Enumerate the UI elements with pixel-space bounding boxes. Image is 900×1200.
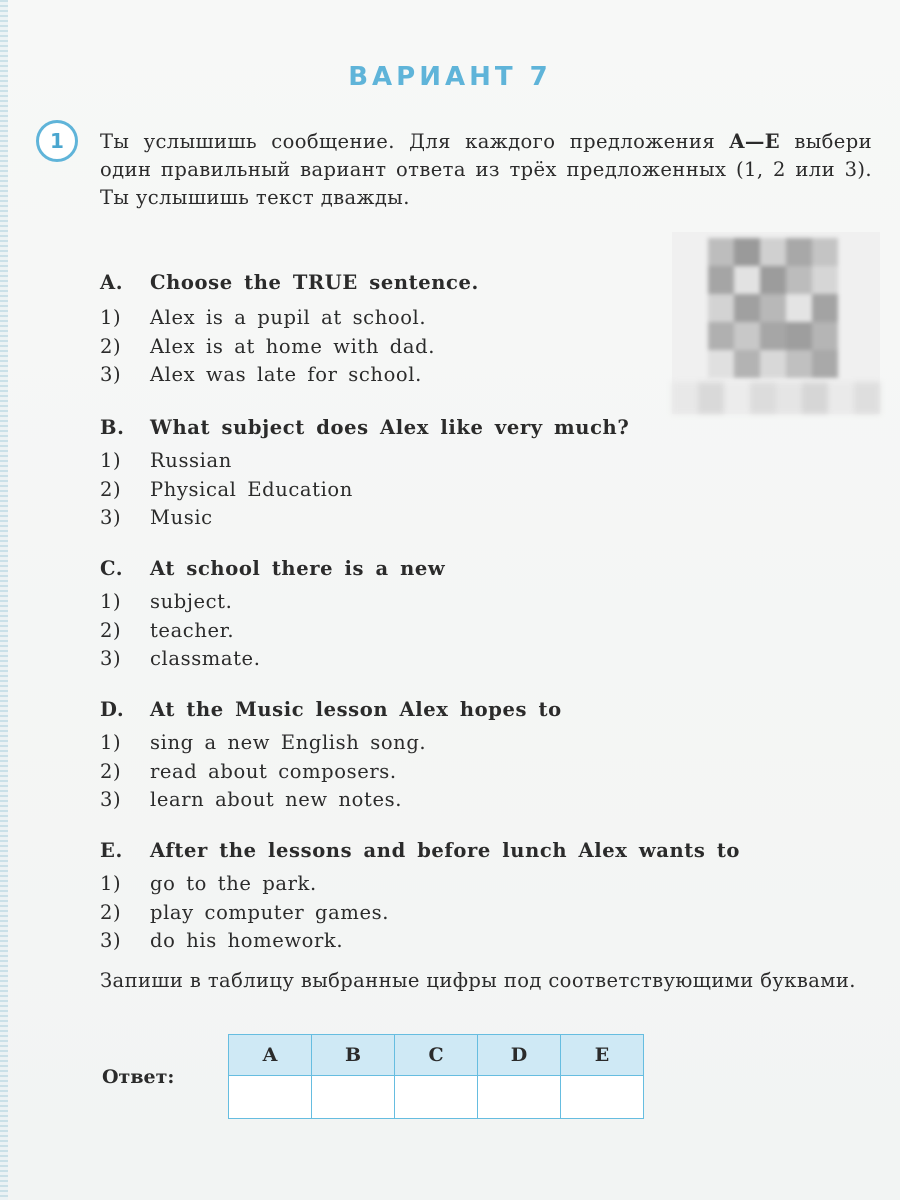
option-text: do his homework. bbox=[150, 929, 344, 952]
option-item bbox=[100, 786, 880, 815]
option-number: 1) bbox=[100, 449, 122, 472]
answer-table bbox=[228, 1034, 644, 1119]
question-heading bbox=[100, 554, 880, 584]
option-text: Alex was late for school. bbox=[150, 363, 422, 386]
option-item bbox=[100, 476, 880, 505]
option-number: 2) bbox=[100, 334, 122, 358]
option-text: Russian bbox=[150, 449, 232, 472]
option-number: 1) bbox=[100, 731, 122, 754]
option-text: learn about new notes. bbox=[150, 788, 402, 811]
question-d bbox=[100, 695, 880, 815]
option-item bbox=[100, 588, 880, 617]
instruction-end: выбери один правильный вариант ответа из трёх предложенных (1, 2 или 3). Ты услышишь текст дважды. bbox=[100, 130, 872, 209]
option-number: 1) bbox=[100, 590, 122, 613]
question-text: What subject does Alex like very much? bbox=[150, 416, 630, 439]
question-text: At school there is a new bbox=[150, 557, 446, 580]
question-heading bbox=[100, 268, 880, 298]
question-e bbox=[100, 836, 880, 956]
question-heading bbox=[100, 695, 880, 725]
option-number: 3) bbox=[100, 929, 122, 952]
question-heading bbox=[100, 836, 880, 866]
record-instruction: Запиши в таблицу выбранные цифры под соответствующими буквами. bbox=[100, 969, 856, 992]
option-text: read about composers. bbox=[150, 759, 397, 783]
option-item bbox=[100, 927, 880, 956]
page-spine-edge bbox=[0, 0, 8, 1200]
option-text: go to the park. bbox=[150, 872, 317, 895]
option-number: 1) bbox=[100, 306, 122, 329]
option-text: Alex is at home with dad. bbox=[150, 334, 435, 358]
option-text: subject. bbox=[150, 590, 233, 613]
option-number: 2) bbox=[100, 900, 122, 924]
answer-column-a: A bbox=[229, 1035, 312, 1076]
answer-column-e: E bbox=[561, 1035, 644, 1076]
task-instruction bbox=[100, 128, 872, 212]
instruction-start: Ты услышишь сообщение. Для каждого предложения bbox=[100, 130, 716, 153]
variant-title: ВАРИАНТ 7 bbox=[348, 62, 552, 92]
question-letter: A. bbox=[100, 271, 124, 294]
option-item bbox=[100, 333, 880, 362]
option-item bbox=[100, 758, 880, 787]
option-item bbox=[100, 617, 880, 646]
option-number: 1) bbox=[100, 872, 122, 895]
answer-table-header-row bbox=[229, 1035, 644, 1076]
option-text: Physical Education bbox=[150, 477, 353, 501]
question-a bbox=[100, 268, 880, 390]
option-text: play computer games. bbox=[150, 900, 389, 924]
answer-table-input-row bbox=[229, 1076, 644, 1119]
option-item bbox=[100, 729, 880, 758]
option-number: 3) bbox=[100, 363, 122, 386]
answer-cell-d[interactable] bbox=[478, 1076, 561, 1119]
question-text: At the Music lesson Alex hopes to bbox=[150, 698, 562, 721]
answer-cell-c[interactable] bbox=[395, 1076, 478, 1119]
option-number: 3) bbox=[100, 788, 122, 811]
answer-label: Ответ: bbox=[102, 1066, 175, 1088]
question-b bbox=[100, 413, 880, 533]
answer-column-c: C bbox=[395, 1035, 478, 1076]
option-number: 2) bbox=[100, 759, 122, 783]
option-number: 3) bbox=[100, 506, 122, 529]
option-text: teacher. bbox=[150, 618, 235, 642]
question-letter: D. bbox=[100, 698, 125, 721]
question-letter: B. bbox=[100, 416, 125, 439]
option-item bbox=[100, 870, 880, 899]
answer-column-d: D bbox=[478, 1035, 561, 1076]
question-text: After the lessons and before lunch Alex wants to bbox=[150, 839, 741, 862]
option-text: Music bbox=[150, 506, 213, 529]
option-item bbox=[100, 504, 880, 533]
option-item bbox=[100, 447, 880, 476]
answer-cell-a[interactable] bbox=[229, 1076, 312, 1119]
option-number: 2) bbox=[100, 477, 122, 501]
option-item bbox=[100, 899, 880, 928]
option-item bbox=[100, 361, 880, 390]
instruction-letters: A—E bbox=[729, 130, 781, 153]
question-text: Choose the TRUE sentence. bbox=[150, 271, 479, 294]
question-c bbox=[100, 554, 880, 674]
task-number-badge: 1 bbox=[36, 120, 78, 162]
answer-cell-b[interactable] bbox=[312, 1076, 395, 1119]
option-number: 2) bbox=[100, 618, 122, 642]
option-text: classmate. bbox=[150, 647, 261, 670]
answer-cell-e[interactable] bbox=[561, 1076, 644, 1119]
option-text: sing a new English song. bbox=[150, 731, 427, 754]
question-letter: C. bbox=[100, 557, 124, 580]
option-text: Alex is a pupil at school. bbox=[150, 306, 427, 329]
question-heading bbox=[100, 413, 880, 443]
question-letter: E. bbox=[100, 839, 123, 862]
answer-column-b: B bbox=[312, 1035, 395, 1076]
option-item bbox=[100, 645, 880, 674]
option-number: 3) bbox=[100, 647, 122, 670]
option-item bbox=[100, 304, 880, 333]
